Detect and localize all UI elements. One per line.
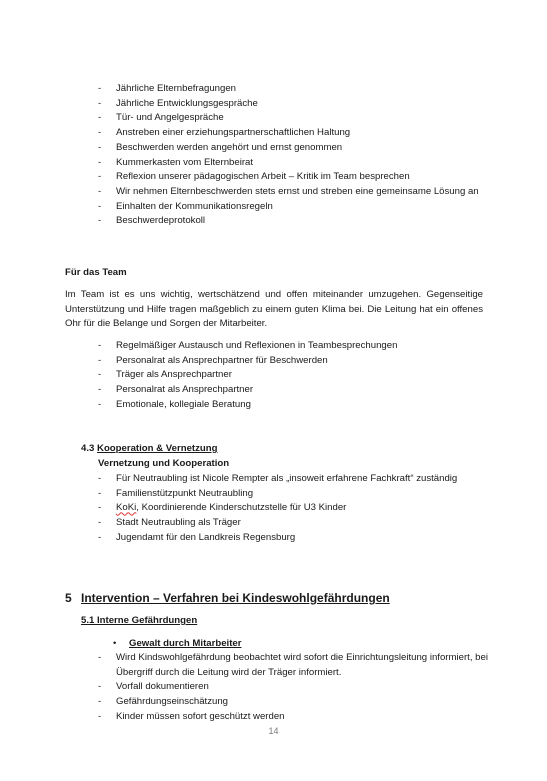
list-item: - Für Neutraubling ist Nicole Rempter als „insoweit erfahrene Fachkraft“ zuständig	[98, 473, 458, 484]
section-5-title: Intervention – Verfahren bei Kindeswohlgefährdungen	[81, 591, 390, 605]
list-item: - Wird Kindswohlgefährdung beobachtet wird sofort die Einrichtungsleitung informiert, bei Übergriff durch die Leitung wird der Träger informiert.	[98, 652, 488, 678]
violence-by-staff-heading: Gewalt durch Mitarbeiter	[129, 638, 242, 649]
list-item: - Familienstützpunkt Neutraubling	[98, 487, 254, 499]
list-item: - Tür- und Angelgespräche	[98, 112, 224, 124]
team-list	[98, 339, 490, 413]
list-item: - Wir nehmen Elternbeschwerden stets ernst und streben eine gemeinsame Lösung an	[98, 185, 479, 197]
section-5-heading: 5 Intervention – Verfahren bei Kindeswohlgefährdungen	[65, 591, 390, 605]
list-item: - Jugendamt für den Landkreis Regensburg	[98, 531, 296, 543]
list-item: - Gefährdungseinschätzung	[98, 696, 229, 708]
intervention-list	[98, 651, 488, 725]
list-item: - Jährliche Elternbefragungen	[98, 83, 237, 94]
list-item: - Jährliche Entwicklungsgespräche	[98, 97, 258, 109]
list-item: - Anstreben einer erziehungspartnerschaftlichen Haltung	[98, 127, 351, 139]
list-item: - Kinder müssen sofort geschützt werden	[98, 710, 285, 722]
list-item: - Emotionale, kollegiale Beratung	[98, 398, 251, 410]
list-item: - Personalrat als Ansprechpartner	[98, 384, 254, 396]
section-4-3-title: Kooperation & Vernetzung	[97, 443, 218, 454]
list-item: - Träger als Ansprechpartner	[98, 369, 232, 381]
list-item: - KoKi, Koordinierende Kinderschutzstelle für U3 Kinder	[98, 502, 347, 514]
bullet-icon: •	[113, 638, 117, 649]
team-paragraph: Im Team ist es uns wichtig, wertschätzend und offen miteinander umzugehen. Gegenseitige Unterstützung und Hilfe tragen maßgeblich zu einem guten Klima bei. Die Leitung hat ein offenes Ohr für die Belange und Sorgen der Mitarbeiter.	[65, 289, 483, 329]
list-item: - Vorfall dokumentieren	[98, 681, 209, 693]
list-item: - Beschwerdeprotokoll	[98, 215, 206, 227]
section-4-3-subtitle: Vernetzung und Kooperation	[98, 458, 230, 469]
list-item: - Kummerkasten vom Elternbeirat	[98, 156, 254, 168]
section-5-1-heading: 5.1 Interne Gefährdungen	[81, 615, 198, 626]
section-4-3-heading: 4.3 Kooperation & Vernetzung	[81, 443, 218, 454]
cooperation-list	[98, 472, 490, 546]
page-number: 14	[268, 726, 279, 736]
list-item: - Stadt Neutraubling als Träger	[98, 517, 241, 529]
spellcheck-word: KoKi	[116, 502, 137, 514]
list-item: - Personalrat als Ansprechpartner für Beschwerden	[98, 354, 328, 366]
list-item: - Reflexion unserer pädagogischen Arbeit – Kritik im Team besprechen	[98, 171, 410, 183]
list-item: - Regelmäßiger Austausch und Reflexionen in Teambesprechungen	[98, 340, 398, 351]
list-item: - Einhalten der Kommunikationsregeln	[98, 200, 273, 212]
list-item: - Beschwerden werden angehört und ernst genommen	[98, 141, 343, 153]
team-heading: Für das Team	[65, 267, 127, 278]
parents-feedback-list	[98, 82, 490, 229]
